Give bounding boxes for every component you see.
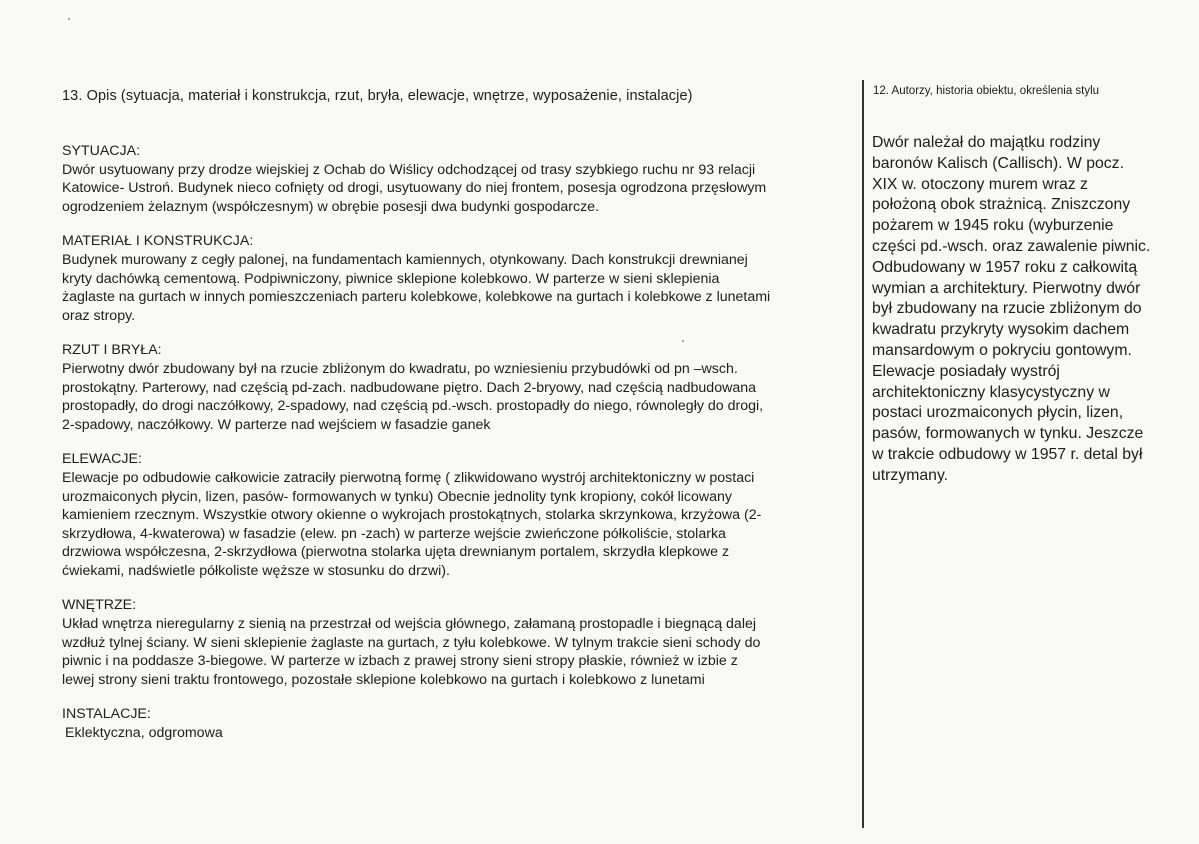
section-body xyxy=(62,251,857,325)
history-line: pożarem w 1945 roku (wyburzenie xyxy=(872,217,1114,235)
history-line: położoną obok strażnicą. Zniszczony xyxy=(872,196,1131,214)
history-line: wymian a architektury. Pierwotny dwór xyxy=(872,279,1141,297)
section-heading: WNĘTRZE: xyxy=(62,597,137,614)
section-heading: ELEWACJE: xyxy=(62,451,142,468)
history-line: pasów, formowanych w tynku. Jeszcze xyxy=(872,425,1144,443)
history-line: Elewacje posiadały wystrój xyxy=(872,362,1060,380)
text-line: wzdłuż tylnej ściany. W sieni sklepienie żaglaste na gurtach, z tyłu kolebkowe. W tylnym trakcie sieni schody do xyxy=(62,634,761,651)
text-line: Budynek murowany z cegły palonej, na fundamentach kamiennych, otynkowany. Dach konstrukcji drewnianej xyxy=(62,251,748,268)
history-line: był zbudowany na rzucie zbliżonym do xyxy=(872,300,1142,318)
section-sytuacja xyxy=(62,142,857,216)
description-sections xyxy=(62,142,857,759)
text-line: Elewacje po odbudowie całkowicie zatraciły pierwotną formę ( zlikwidowano wystrój architektoniczny w postaci xyxy=(62,469,755,486)
text-line: lewej strony sieni traktu frontowego, pozostałe sklepione kolebkowo na gurtach i kolebkowo z lunetami xyxy=(62,671,705,688)
text-line: ogrodzeniem żelaznym (współczesnym) w obrębie posesji dwa budynki gospodarcze. xyxy=(62,198,600,215)
scan-speck xyxy=(68,18,70,20)
text-line: urozmaiconych płycin, lizen, pasów- formowanych w tynku) Obecnie jednolity tynk kropiony, cokół licowany xyxy=(62,488,732,505)
section-body xyxy=(62,161,857,217)
history-line: części pd.-wsch. oraz zawalenie piwnic. xyxy=(872,237,1151,255)
text-line: prostokątny. Parterowy, nad częścią pd-zach. nadbudowane piętro. Dach 2-bryowy, nad częścią nadbudowana xyxy=(62,379,757,396)
section-body xyxy=(62,469,857,581)
history-text-block xyxy=(872,133,1190,487)
text-line: Dwór usytuowany przy drodze wiejskiej z Ochab do Wiślicy odchodzącej od trasy szybkiego ruchu nr 93 relacji xyxy=(62,161,756,178)
history-line: kwadratu przykryty wysokim dachem xyxy=(872,321,1130,339)
text-line: oraz stropy. xyxy=(62,307,136,324)
history-line: Dwór należał do majątku rodziny xyxy=(872,134,1101,151)
section-body xyxy=(62,360,857,434)
scan-speck xyxy=(682,340,684,342)
text-line: skrzydłowa, 4-kwaterowa) w fasadzie (elew. pn -zach) w parterze wejście zwieńczone półkoliście, stolarka xyxy=(62,525,726,542)
section-wnetrze xyxy=(62,596,857,689)
section-instalacje xyxy=(62,705,857,742)
section-material-konstrukcja xyxy=(62,232,857,325)
text-line: piwnic i na poddasze 3-biegowe. W parterze w izbach z prawej strony sieni stropy płaskie, również w izbie z xyxy=(62,653,738,670)
section-heading: MATERIAŁ I KONSTRUKCJA: xyxy=(62,233,254,250)
section-body xyxy=(62,724,857,743)
history-line: w trakcie odbudowy w 1957 r. detal był xyxy=(872,445,1143,463)
text-line: 2-spadowy, naczółkowy. W parterze nad wejściem w fasadzie ganek xyxy=(62,416,491,433)
text-line: Eklektyczna, odgromowa xyxy=(65,725,223,742)
text-line: żaglaste na gurtach w innych pomieszczeniach parteru kolebkowe, kolebkowe na gurtach i kolebkowe z lunetami xyxy=(62,289,771,306)
history-line: XIX w. otoczony murem wraz z xyxy=(872,175,1088,193)
history-line: postaci urozmaiconych płycin, lizen, xyxy=(872,404,1124,422)
section-body xyxy=(62,615,857,689)
history-line: mansardowym o pokryciu gontowym. xyxy=(872,341,1132,359)
history-column-header: 12. Autorzy, historia obiektu, określenia stylu xyxy=(873,85,1100,97)
text-line: prostopadły, do drogi naczółkowy, 2-spadowy, nad częścią pd.-wsch. prostopadły do niego, równoległy do drogi, xyxy=(62,398,764,415)
text-line: Układ wnętrza nieregularny z sienią na przestrzał od wejścia głównego, załamaną prostopadle i biegnącą dalej xyxy=(62,616,757,633)
section-elewacje xyxy=(62,450,857,580)
section-heading: INSTALACJE: xyxy=(62,706,151,723)
section-rzut-bryla xyxy=(62,341,857,434)
text-line: drzwiowa współczesna, 2-skrzydłowa (pierwotna stolarka ujęta drewnianym portalem, skrzydła klepkowe z xyxy=(62,544,730,561)
text-line: kamieniem rzecznym. Wszystkie otwory okienne o wykrojach prostokątnych, stolarka skrzynkowa, krzyżowa (2- xyxy=(62,507,762,524)
history-line: utrzymany. xyxy=(872,466,949,484)
text-line: Pierwotny dwór zbudowany był na rzucie zbliżonym do kwadratu, po wzniesieniu przybudówki od pn –wsch. xyxy=(62,360,738,377)
history-line: baronów Kalisch (Callisch). W pocz. xyxy=(872,154,1124,172)
history-line: Odbudowany w 1957 roku z całkowitą xyxy=(872,258,1138,276)
text-line: kryty dachówką cementową. Podpiwniczony, piwnice sklepione kolebkowo. W parterze w sieni sklepienia xyxy=(62,270,720,287)
history-line: architektoniczny klasycystyczny w xyxy=(872,383,1110,401)
text-line: Katowice- Ustroń. Budynek nieco cofnięty od drogi, usytuowany do niej frontem, posesja ogrodzona przęsłowym xyxy=(62,180,767,197)
column-divider-line xyxy=(862,80,864,828)
description-column-header: 13. Opis (sytuacja, materiał i konstrukcja, rzut, bryła, elewacje, wnętrze, wyposażenie, instalacje) xyxy=(62,88,693,104)
text-line: ćwiekami, nadświetle półkoliste węższe w stosunku do drzwi). xyxy=(62,562,450,579)
section-heading: RZUT I BRYŁA: xyxy=(62,342,162,359)
section-heading: SYTUACJA: xyxy=(62,143,141,159)
